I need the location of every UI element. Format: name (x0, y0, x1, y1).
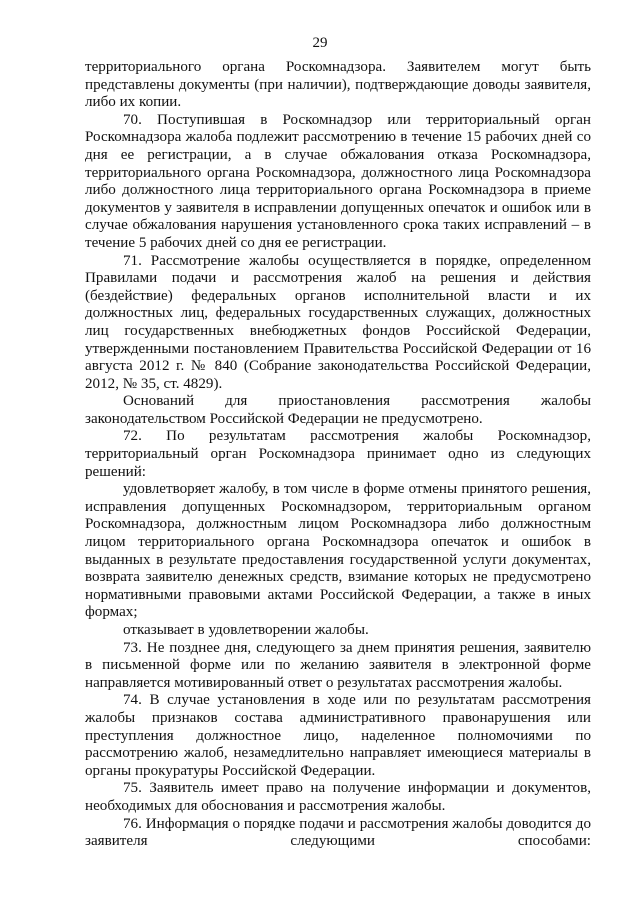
paragraph-continuation: территориального органа Роскомнадзора. Заявителем могут быть представлены документы (при наличии), подтверждающие доводы заявителя, либо их копии. (85, 59, 591, 111)
paragraph-75: 75. Заявитель имеет право на получение информации и документов, необходимых для обоснования и рассмотрения жалобы. (85, 780, 591, 814)
paragraph-71: 71. Рассмотрение жалобы осуществляется в порядке, определенном Правилами подачи и рассмотрения жалоб на решения и действия (бездействие) федеральных органов исполнительной власти и их должностных лиц, федеральных государственных служащих, должностных лиц государственных внебюджетных фондов Российской Федерации, утвержденными постановлением Правительства Российской Федерации от 16 августа 2012 г. № 840 (Собрание законодательства Российской Федерации, 2012, № 35, ст. 4829). (85, 252, 591, 392)
paragraph-74: 74. В случае установления в ходе или по результатам рассмотрения жалобы признаков состава административного правонарушения или преступления должностное лицо, наделенное полномочиями по рассмотрению жалоб, незамедлительно направляет имеющиеся материалы в органы прокуратуры Российской Федерации. (85, 692, 591, 779)
paragraph-73: 73. Не позднее дня, следующего за днем принятия решения, заявителю в письменной форме или по желанию заявителя в электронной форме направляется мотивированный ответ о результатах рассмотрения жалобы. (85, 639, 591, 691)
paragraph-70: 70. Поступившая в Роскомнадзор или территориальный орган Роскомнадзора жалоба подлежит рассмотрению в течение 15 рабочих дней со дня ее регистрации, а в случае обжалования отказа Роскомнадзора, территориального органа Роскомнадзора, должностного лица Роскомнадзора либо должностного лица территориального органа Роскомнадзора в приеме документов у заявителя в исправлении допущенных опечаток и ошибок или в случае обжалования нарушения установленного срока таких исправлений – в течение 5 рабочих дней со дня ее регистрации. (85, 111, 591, 251)
paragraph-72: 72. По результатам рассмотрения жалобы Роскомнадзор, территориальный орган Роскомнадзора принимает одно из следующих решений: (85, 428, 591, 480)
paragraph-no-suspension: Оснований для приостановления рассмотрения жалобы законодательством Российской Федерации не предусмотрено. (85, 393, 591, 427)
page-number: 29 (312, 35, 328, 51)
paragraph-72-satisfy: удовлетворяет жалобу, в том числе в форме отмены принятого решения, исправления допущенных Роскомнадзором, территориальным органом Роскомнадзора, должностным лицом Роскомнадзора либо должностным лицом территориального органа Роскомнадзора опечаток и ошибок в выданных в результате предоставления государственной услуги документах, возврата заявителю денежных средств, взимание которых не предусмотрено нормативными правовыми актами Российской Федерации, а также в иных формах; (85, 481, 591, 621)
body-text (85, 59, 591, 851)
paragraph-72-refuse: отказывает в удовлетворении жалобы. (123, 622, 369, 638)
paragraph-76: 76. Информация о порядке подачи и рассмотрения жалобы доводится до заявителя следующими способами: (85, 815, 591, 850)
